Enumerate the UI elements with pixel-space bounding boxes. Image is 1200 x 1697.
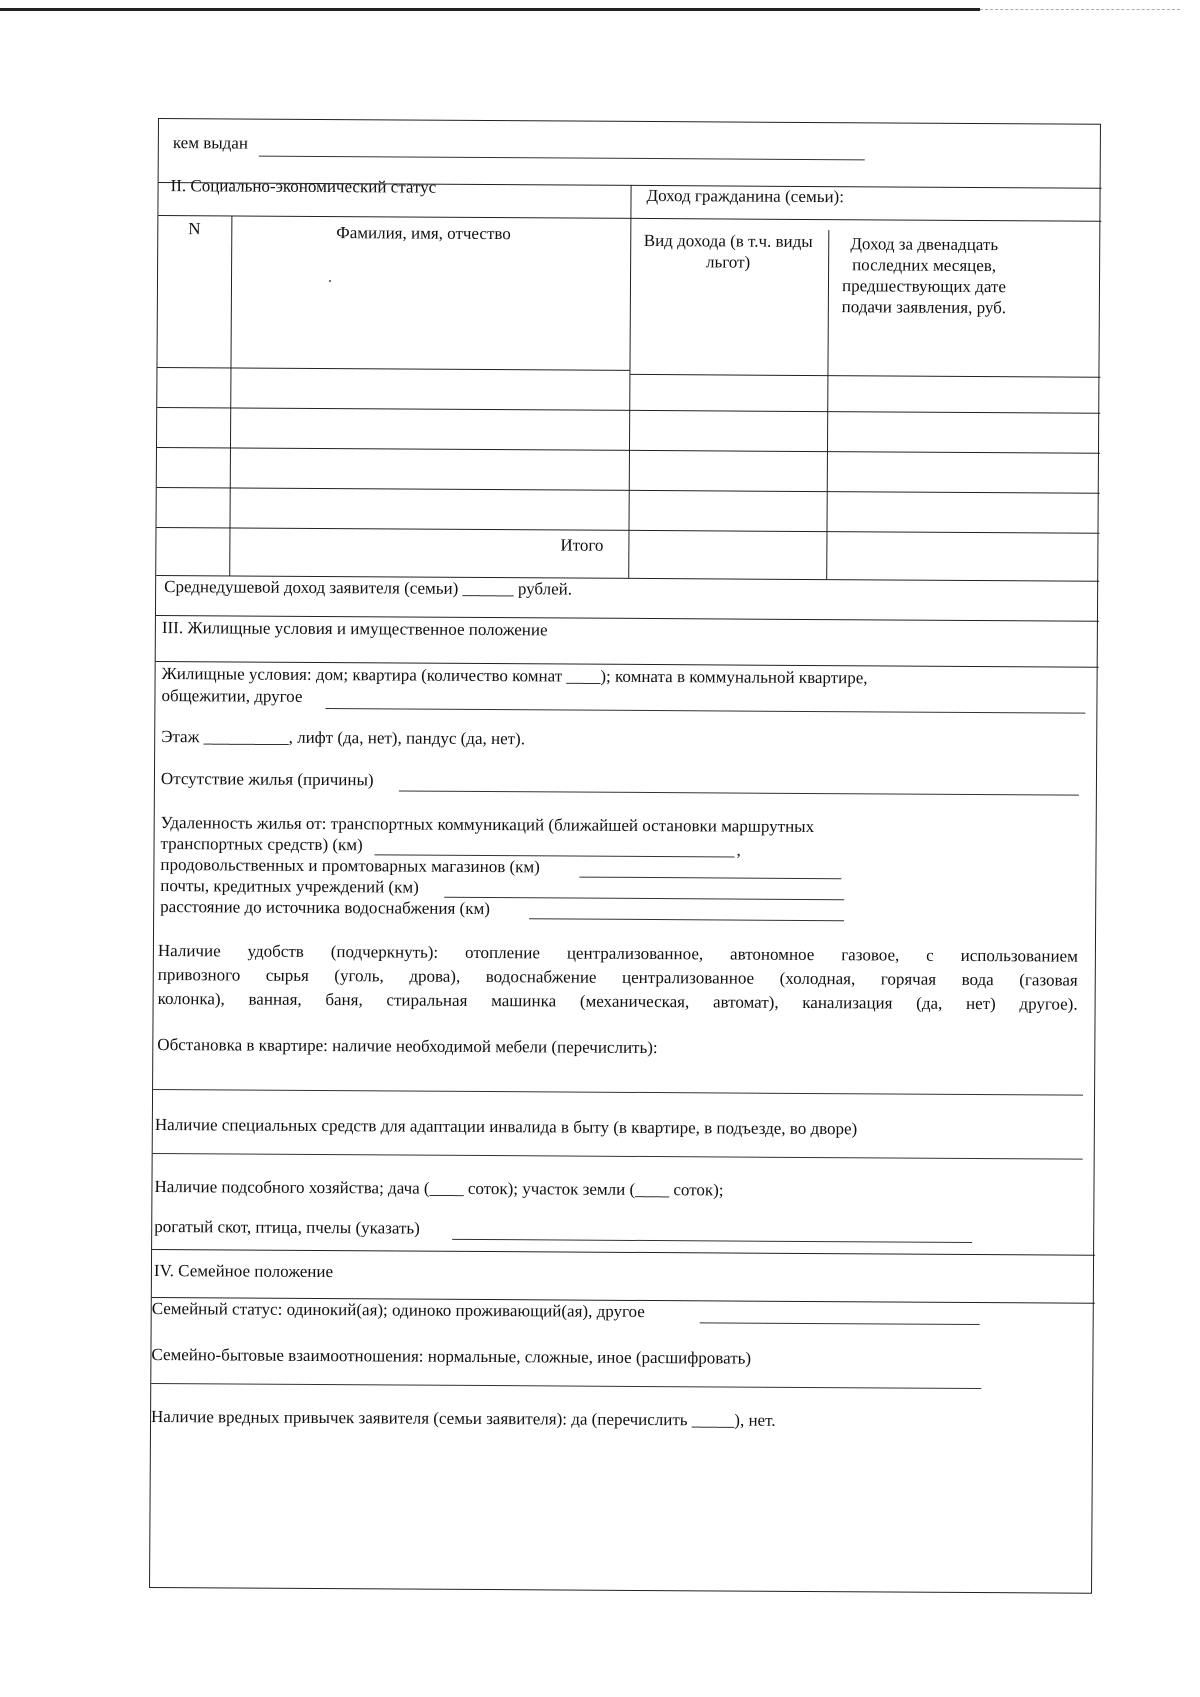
housing-line1: Жилищные условия: дом; квартира (количество комнат ____); комната в коммунальной квартире, [161,664,868,688]
furniture-field[interactable] [153,1089,1083,1096]
shops-distance-field[interactable] [579,877,841,880]
issued-by-field[interactable] [259,156,865,161]
special-means-field[interactable] [153,1153,1083,1160]
section3-title: III. Жилищные условия и имущественное положение [161,618,548,640]
distance-line4: почты, кредитных учреждений (км) [160,876,419,897]
relations-label: Семейно-бытовые взаимоотношения: нормальные, сложные, иное (расшифровать) [151,1344,752,1368]
livestock-field[interactable] [452,1239,972,1243]
col-income-type-header: Вид дохода (в т.ч. виды льгот) [643,230,813,272]
relations-field[interactable] [151,1383,981,1389]
section4-title: IV. Семейное положение [153,1260,334,1282]
col-income-amount-header: Доход за двенадцать последних месяцев, предшествующих дате подачи заявления, руб. [841,234,1007,318]
divider [826,230,829,579]
col-name-header: Фамилия, имя, отчество [336,223,511,244]
issued-by-label: кем выдан [172,133,249,153]
housing-other-field[interactable] [325,708,1085,714]
avg-income: Среднедушевой доход заявителя (семьи) ______ рублей. [164,577,573,599]
table-row-line [157,367,629,371]
water-distance-field[interactable] [529,918,844,921]
no-housing-label: Отсутствие жилья (причины) [160,769,374,790]
section2-title: II. Социально-экономический статус [170,176,437,197]
family-status-label: Семейный статус: одинокий(ая); одиноко проживающий(ая), другое [151,1298,645,1321]
distance-line1: Удаленность жилья от: транспортных коммуникаций (ближайшей остановки маршрутных [160,813,815,837]
total-label: Итого [560,535,604,555]
scan-top-edge [0,8,980,11]
furniture-label: Обстановка в квартире: наличие необходимой мебели (перечислить): [157,1035,658,1058]
habits-label: Наличие вредных привычек заявителя (семьи заявителя): да (перечислить _____), нет. [151,1406,776,1430]
income-title: Доход гражданина (семьи): [646,185,845,207]
scan-speck [329,280,331,282]
distance-line2: транспортных средств) (км) [160,834,363,855]
divider [152,1249,1095,1256]
divider [229,215,232,575]
post-distance-field[interactable] [444,897,844,900]
comma: , [736,840,741,860]
special-means-label: Наличие специальных средств для адаптации инвалида в быту (в квартире, в подъезде, во дворе) [154,1114,858,1139]
distance-line5: расстояние до источника водоснабжения (км) [160,897,491,919]
amenities-line2: привозного сырья (уголь, дрова), водоснабжение централизованное (холодная, горячая вода (газовая [157,965,1078,990]
amenities-line1: Наличие удобств (подчеркнуть): отопление централизованное, автономное газовое, с использованием [157,941,1078,966]
scan-top-edge-faint [980,9,1180,11]
divider [628,185,631,578]
distance-line3: продовольственных и промтоварных магазинов (км) [160,855,540,877]
subsidiary-label: Наличие подсобного хозяйства; дача (____ соток); участок земли (____ соток); [154,1176,724,1200]
form-frame [149,118,1101,1594]
table-row-line [629,374,1100,378]
housing-line2: общежитии, другое [161,686,303,706]
family-status-field[interactable] [700,1322,980,1325]
no-housing-field[interactable] [399,790,1079,795]
col-n-header: N [188,219,201,239]
amenities-line3: колонка), ванная, баня, стиральная машинка (механическая, автомат), канализация (да, нет) другое). [157,989,1078,1014]
livestock-label: рогатый скот, птица, пчелы (указать) [154,1216,420,1238]
floor-line: Этаж __________, лифт (да, нет), пандус (да, нет). [161,727,526,749]
